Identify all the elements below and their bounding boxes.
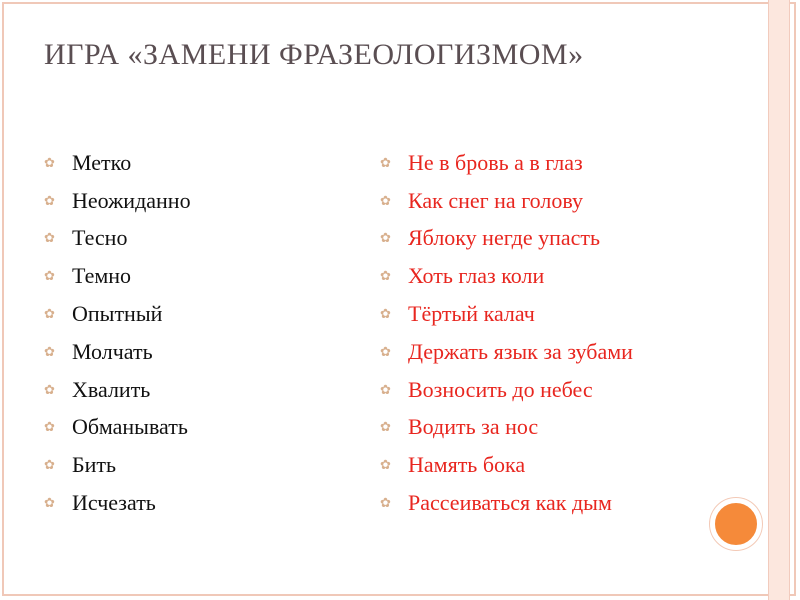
flower-bullet-icon: ✿ [380, 230, 391, 246]
list-item [380, 182, 633, 220]
list-item [380, 257, 633, 295]
word-text: Обманывать [72, 414, 188, 440]
flower-bullet-icon: ✿ [44, 495, 55, 511]
list-item [44, 409, 191, 447]
phrase-text: Возносить до небес [408, 376, 593, 402]
flower-bullet-icon: ✿ [44, 306, 55, 322]
list-item [44, 220, 191, 258]
decorative-orange-circle [710, 498, 762, 550]
list-item [380, 295, 633, 333]
word-text: Исчезать [72, 490, 156, 516]
phrase-text: Держать язык за зубами [408, 338, 633, 364]
list-item [44, 484, 191, 522]
word-text: Неожиданно [72, 187, 191, 213]
word-text: Бить [72, 452, 117, 478]
word-text: Молчать [72, 338, 153, 364]
flower-bullet-icon: ✿ [380, 495, 391, 511]
list-item [44, 144, 191, 182]
flower-bullet-icon: ✿ [380, 381, 391, 397]
word-text: Метко [72, 149, 132, 175]
phrases-list [380, 144, 633, 522]
list-item [44, 446, 191, 484]
flower-bullet-icon: ✿ [380, 268, 391, 284]
list-item [380, 371, 633, 409]
word-text: Темно [72, 263, 132, 289]
flower-bullet-icon: ✿ [380, 154, 391, 170]
list-item [44, 182, 191, 220]
flower-bullet-icon: ✿ [44, 192, 55, 208]
flower-bullet-icon: ✿ [44, 457, 55, 473]
slide-title: ИГРА «ЗАМЕНИ ФРАЗЕОЛОГИЗМОМ» [44, 38, 584, 71]
phrase-text: Рассеиваться как дым [408, 490, 612, 516]
list-item [380, 144, 633, 182]
flower-bullet-icon: ✿ [380, 306, 391, 322]
list-item [380, 446, 633, 484]
flower-bullet-icon: ✿ [44, 343, 55, 359]
word-text: Тесно [72, 225, 128, 251]
flower-bullet-icon: ✿ [380, 419, 391, 435]
phrase-text: Не в бровь а в глаз [408, 149, 583, 175]
flower-bullet-icon: ✿ [380, 457, 391, 473]
list-item [380, 220, 633, 258]
list-item [380, 484, 633, 522]
list-item [380, 409, 633, 447]
flower-bullet-icon: ✿ [380, 192, 391, 208]
flower-bullet-icon: ✿ [44, 268, 55, 284]
phrase-text: Тёртый калач [408, 301, 535, 327]
flower-bullet-icon: ✿ [44, 419, 55, 435]
phrase-text: Как снег на голову [408, 187, 584, 213]
phrase-text: Водить за нос [408, 414, 539, 440]
flower-bullet-icon: ✿ [44, 230, 55, 246]
word-text: Опытный [72, 301, 163, 327]
flower-bullet-icon: ✿ [44, 154, 55, 170]
phrase-text: Яблоку негде упасть [408, 225, 601, 251]
phrase-text: Намять бока [408, 452, 526, 478]
decorative-side-stripe [768, 0, 790, 600]
list-item [44, 295, 191, 333]
list-item [380, 333, 633, 371]
list-item [44, 333, 191, 371]
flower-bullet-icon: ✿ [380, 343, 391, 359]
list-item [44, 257, 191, 295]
phrase-text: Хоть глаз коли [408, 263, 545, 289]
list-item [44, 371, 191, 409]
word-text: Хвалить [72, 376, 151, 402]
words-list [44, 144, 191, 522]
flower-bullet-icon: ✿ [44, 381, 55, 397]
